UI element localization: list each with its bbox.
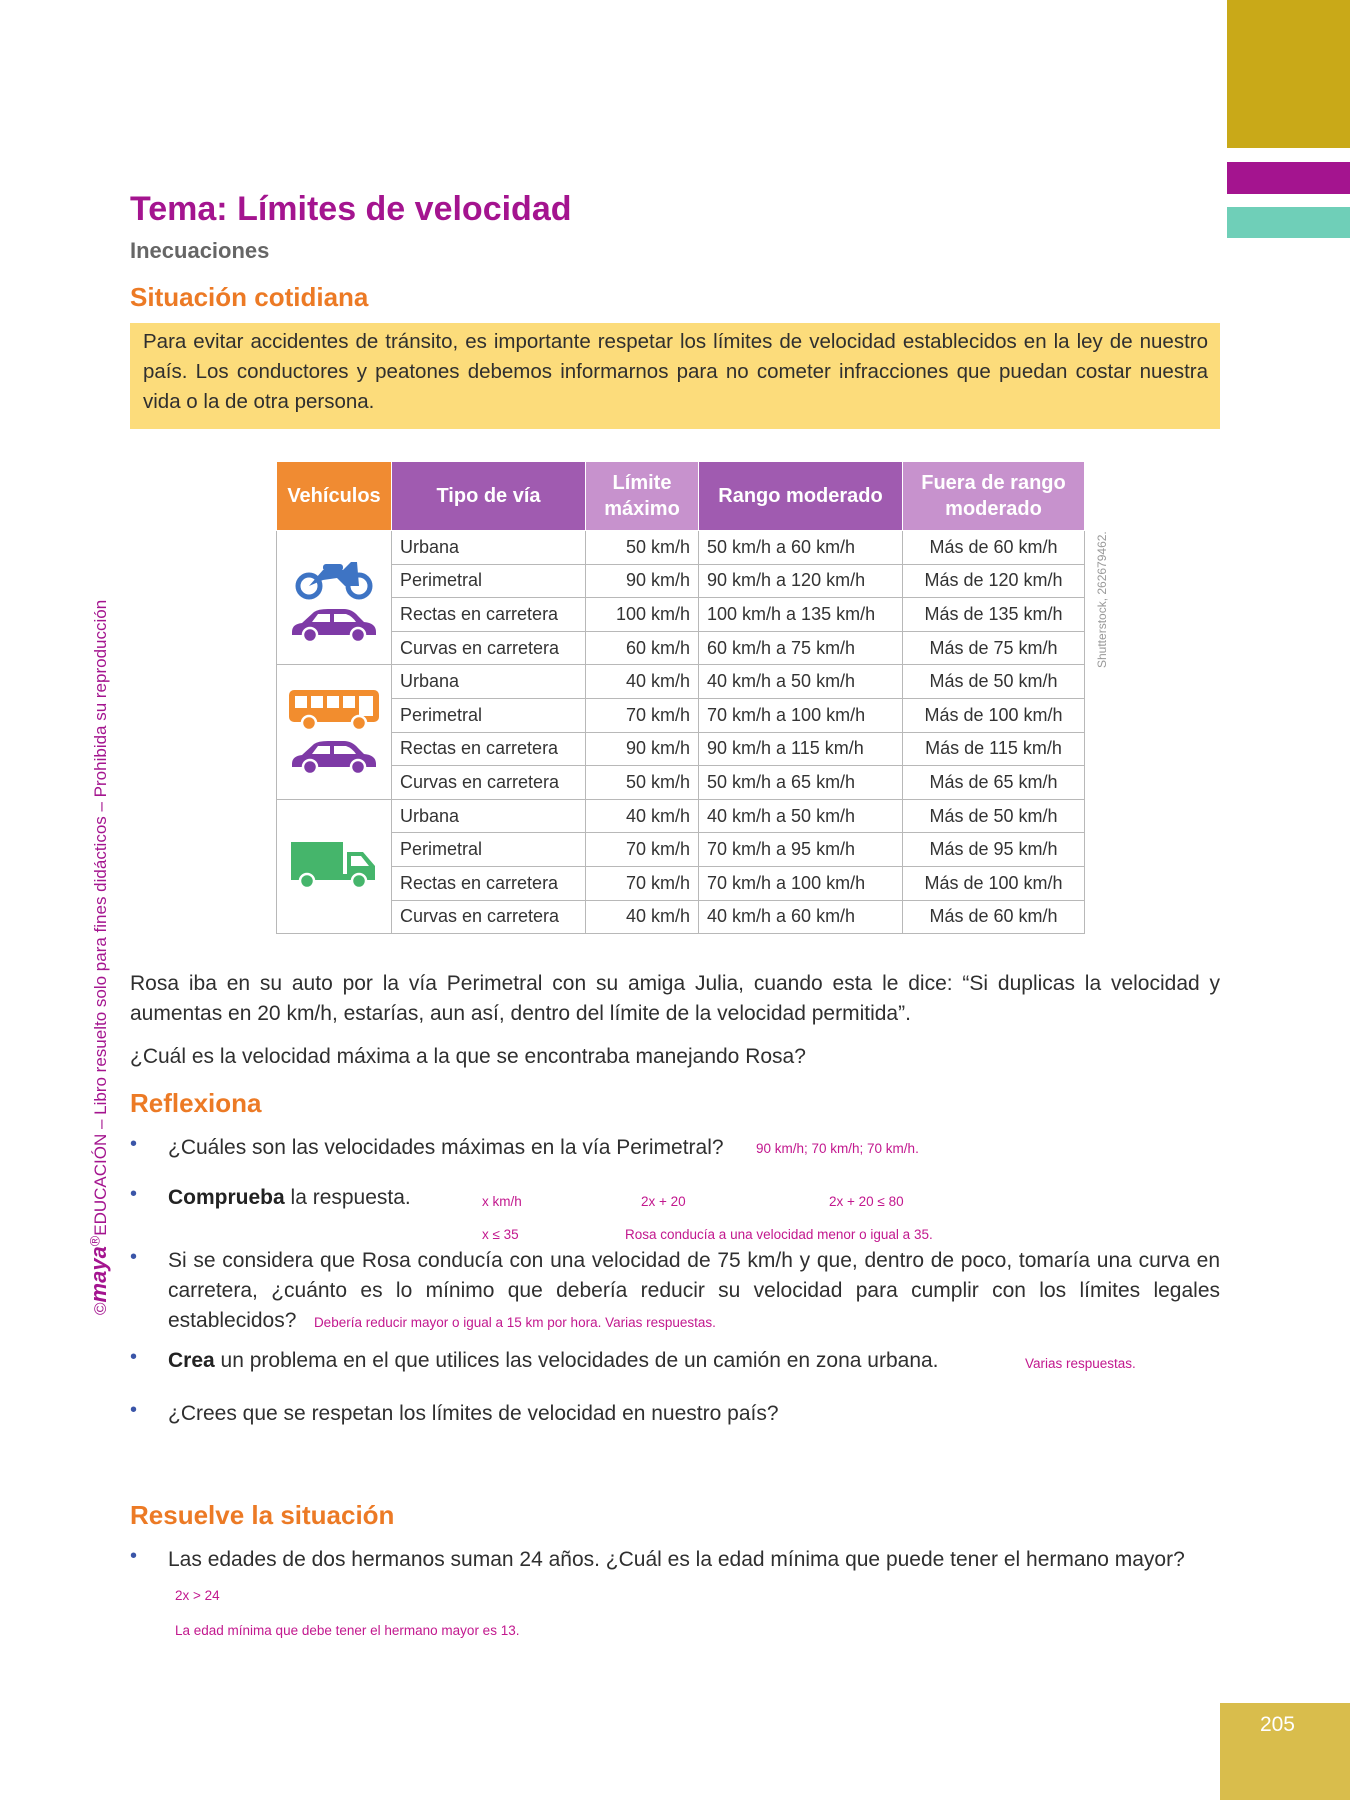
cell-rango-moderado: 60 km/h a 75 km/h [699,631,903,665]
cell-fuera-de-rango: Más de 120 km/h [903,564,1085,598]
vehicle-icons-cell [277,799,392,933]
answer-resuelve-text: La edad mínima que debe tener el hermano mayor es 13. [175,1623,520,1638]
q2-rest: la respuesta. [284,1186,411,1209]
corner-magenta-band [1227,162,1350,194]
table-row [277,564,1085,598]
motorcycle-icon [293,552,375,600]
reflexiona-q1: ¿Cuáles son las velocidades máximas en la vía Perimetral? [168,1136,724,1159]
answer-q3: Debería reducir mayor o igual a 15 km por hora. Varias respuestas. [313,1315,716,1330]
reflexiona-q2 [168,1183,411,1213]
q4-rest: un problema en el que utilices las velocidades de un camión en zona urbana. [214,1349,939,1372]
cell-rango-moderado: 90 km/h a 120 km/h [699,564,903,598]
cell-fuera-de-rango: Más de 115 km/h [903,732,1085,766]
bullet-dot: • [130,1346,138,1368]
table-row [277,698,1085,732]
table-row [277,900,1085,934]
cell-rango-moderado: 50 km/h a 60 km/h [699,531,903,565]
cell-limite-maximo: 40 km/h [586,799,699,833]
answer-q2-solution: x ≤ 35 [482,1227,519,1242]
side-note-text: EDUCACIÓN – Libro resuelto solo para fines didácticos – Prohibida su reproducción [91,599,110,1236]
cell-fuera-de-rango: Más de 50 km/h [903,799,1085,833]
truck-icon [289,840,379,892]
q4-bold-verb: Crea [168,1349,215,1372]
copyright-symbol: © [91,1302,110,1315]
answer-q1: 90 km/h; 70 km/h; 70 km/h. [756,1141,919,1156]
section-heading-resuelve: Resuelve la situación [130,1500,395,1530]
cell-rango-moderado: 100 km/h a 135 km/h [699,598,903,632]
cell-limite-maximo: 100 km/h [586,598,699,632]
cell-limite-maximo: 90 km/h [586,732,699,766]
header-fuera-de-rango: Fuera de rango moderado [903,462,1085,531]
corner-gold-band [1227,0,1350,148]
cell-fuera-de-rango: Más de 135 km/h [903,598,1085,632]
situacion-text-box: Para evitar accidentes de tránsito, es importante respetar los límites de velocidad establecidos en la ley de nuestro país. Los conductores y peatones debemos informarnos para no cometer infracciones que puedan costar nuestra vida o la de otra persona. [130,323,1220,429]
vehicle-icons-cell [277,665,392,799]
cell-tipo-via: Urbana [392,665,586,699]
answer-q2-inequality: 2x + 20 ≤ 80 [829,1194,904,1209]
section-heading-situacion: Situación cotidiana [130,282,369,312]
cell-fuera-de-rango: Más de 65 km/h [903,766,1085,800]
reflexiona-q3 [168,1246,1220,1338]
table-row [277,631,1085,665]
cell-rango-moderado: 90 km/h a 115 km/h [699,732,903,766]
section-heading-reflexiona: Reflexiona [130,1088,262,1118]
cell-tipo-via: Perimetral [392,698,586,732]
table-row [277,866,1085,900]
header-rango-moderado: Rango moderado [699,462,903,531]
registered-mark: ® [87,1235,104,1247]
cell-limite-maximo: 60 km/h [586,631,699,665]
header-tipo-via: Tipo de vía [392,462,586,531]
table-row [277,732,1085,766]
header-vehiculos: Vehículos [277,462,392,531]
cell-rango-moderado: 70 km/h a 95 km/h [699,833,903,867]
cell-limite-maximo: 70 km/h [586,698,699,732]
cell-fuera-de-rango: Más de 50 km/h [903,665,1085,699]
cell-fuera-de-rango: Más de 100 km/h [903,698,1085,732]
bullet-dot: • [130,1133,138,1155]
answer-q4: Varias respuestas. [1025,1356,1136,1371]
page-number: 205 [1259,1713,1295,1736]
table-row [277,665,1085,699]
cell-tipo-via: Curvas en carretera [392,631,586,665]
table-header-row [277,462,1085,531]
cell-tipo-via: Perimetral [392,833,586,867]
cell-tipo-via: Rectas en carretera [392,732,586,766]
table-row [277,833,1085,867]
bullet-dot: • [130,1399,138,1421]
cell-rango-moderado: 40 km/h a 50 km/h [699,799,903,833]
cell-fuera-de-rango: Más de 60 km/h [903,531,1085,565]
page-subtitle: Inecuaciones [130,238,270,263]
cell-limite-maximo: 90 km/h [586,564,699,598]
resuelve-q1: Las edades de dos hermanos suman 24 años. ¿Cuál es la edad mínima que puede tener el hermano mayor? [168,1548,1185,1571]
reflexiona-q4 [168,1346,939,1376]
corner-teal-band [1227,207,1350,238]
cell-limite-maximo: 50 km/h [586,766,699,800]
bus-icon [287,688,381,732]
reflexiona-q5: ¿Crees que se respetan los límites de velocidad en nuestro país? [168,1402,779,1425]
brand-logo: maya [86,1246,111,1303]
cell-tipo-via: Curvas en carretera [392,900,586,934]
answer-q2-expression: 2x + 20 [641,1194,686,1209]
car-icon [288,604,380,644]
cell-rango-moderado: 40 km/h a 60 km/h [699,900,903,934]
bullet-dot: • [130,1183,138,1205]
cell-fuera-de-rango: Más de 75 km/h [903,631,1085,665]
table-row [277,766,1085,800]
answer-q2-variable: x km/h [482,1194,522,1209]
table-row [277,531,1085,565]
cell-rango-moderado: 70 km/h a 100 km/h [699,698,903,732]
image-credit: Shutterstock, 262679462. [1095,531,1109,668]
problem-paragraph: Rosa iba en su auto por la vía Perimetral con su amiga Julia, cuando esta le dice: “Si duplicas la velocidad y aumentas en 20 km/h, estarías, aun así, dentro del límite de la velocidad permitida”. [130,972,1220,1025]
bullet-dot: • [130,1246,138,1268]
cell-rango-moderado: 50 km/h a 65 km/h [699,766,903,800]
answer-resuelve-inequality: 2x > 24 [175,1588,220,1603]
cell-limite-maximo: 70 km/h [586,833,699,867]
cell-tipo-via: Curvas en carretera [392,766,586,800]
cell-fuera-de-rango: Más de 60 km/h [903,900,1085,934]
header-limite-maximo: Límite máximo [586,462,699,531]
cell-limite-maximo: 70 km/h [586,866,699,900]
cell-tipo-via: Perimetral [392,564,586,598]
table-row [277,799,1085,833]
cell-tipo-via: Rectas en carretera [392,598,586,632]
bullet-dot: • [130,1545,138,1567]
speed-limits-table [276,461,1085,934]
copyright-side-note [86,600,112,1315]
cell-tipo-via: Rectas en carretera [392,866,586,900]
cell-rango-moderado: 70 km/h a 100 km/h [699,866,903,900]
problem-question: ¿Cuál es la velocidad máxima a la que se encontraba manejando Rosa? [130,1045,806,1068]
q3-text: Si se considera que Rosa conducía con una velocidad de 75 km/h y que, dentro de poco, tomaría una curva en carretera, ¿cuánto es lo mínimo que debería reducir su velocidad para cumplir con los límites legales establecidos? [168,1249,1220,1332]
cell-tipo-via: Urbana [392,799,586,833]
cell-fuera-de-rango: Más de 100 km/h [903,866,1085,900]
cell-tipo-via: Urbana [392,531,586,565]
cell-rango-moderado: 40 km/h a 50 km/h [699,665,903,699]
q2-bold-verb: Comprueba [168,1186,285,1209]
table-row [277,598,1085,632]
cell-limite-maximo: 40 km/h [586,665,699,699]
cell-limite-maximo: 40 km/h [586,900,699,934]
cell-limite-maximo: 50 km/h [586,531,699,565]
page-title: Tema: Límites de velocidad [130,190,572,228]
vehicle-icons-cell [277,531,392,665]
car-icon [288,736,380,776]
answer-q2-text: Rosa conducía a una velocidad menor o igual a 35. [625,1227,933,1242]
cell-fuera-de-rango: Más de 95 km/h [903,833,1085,867]
